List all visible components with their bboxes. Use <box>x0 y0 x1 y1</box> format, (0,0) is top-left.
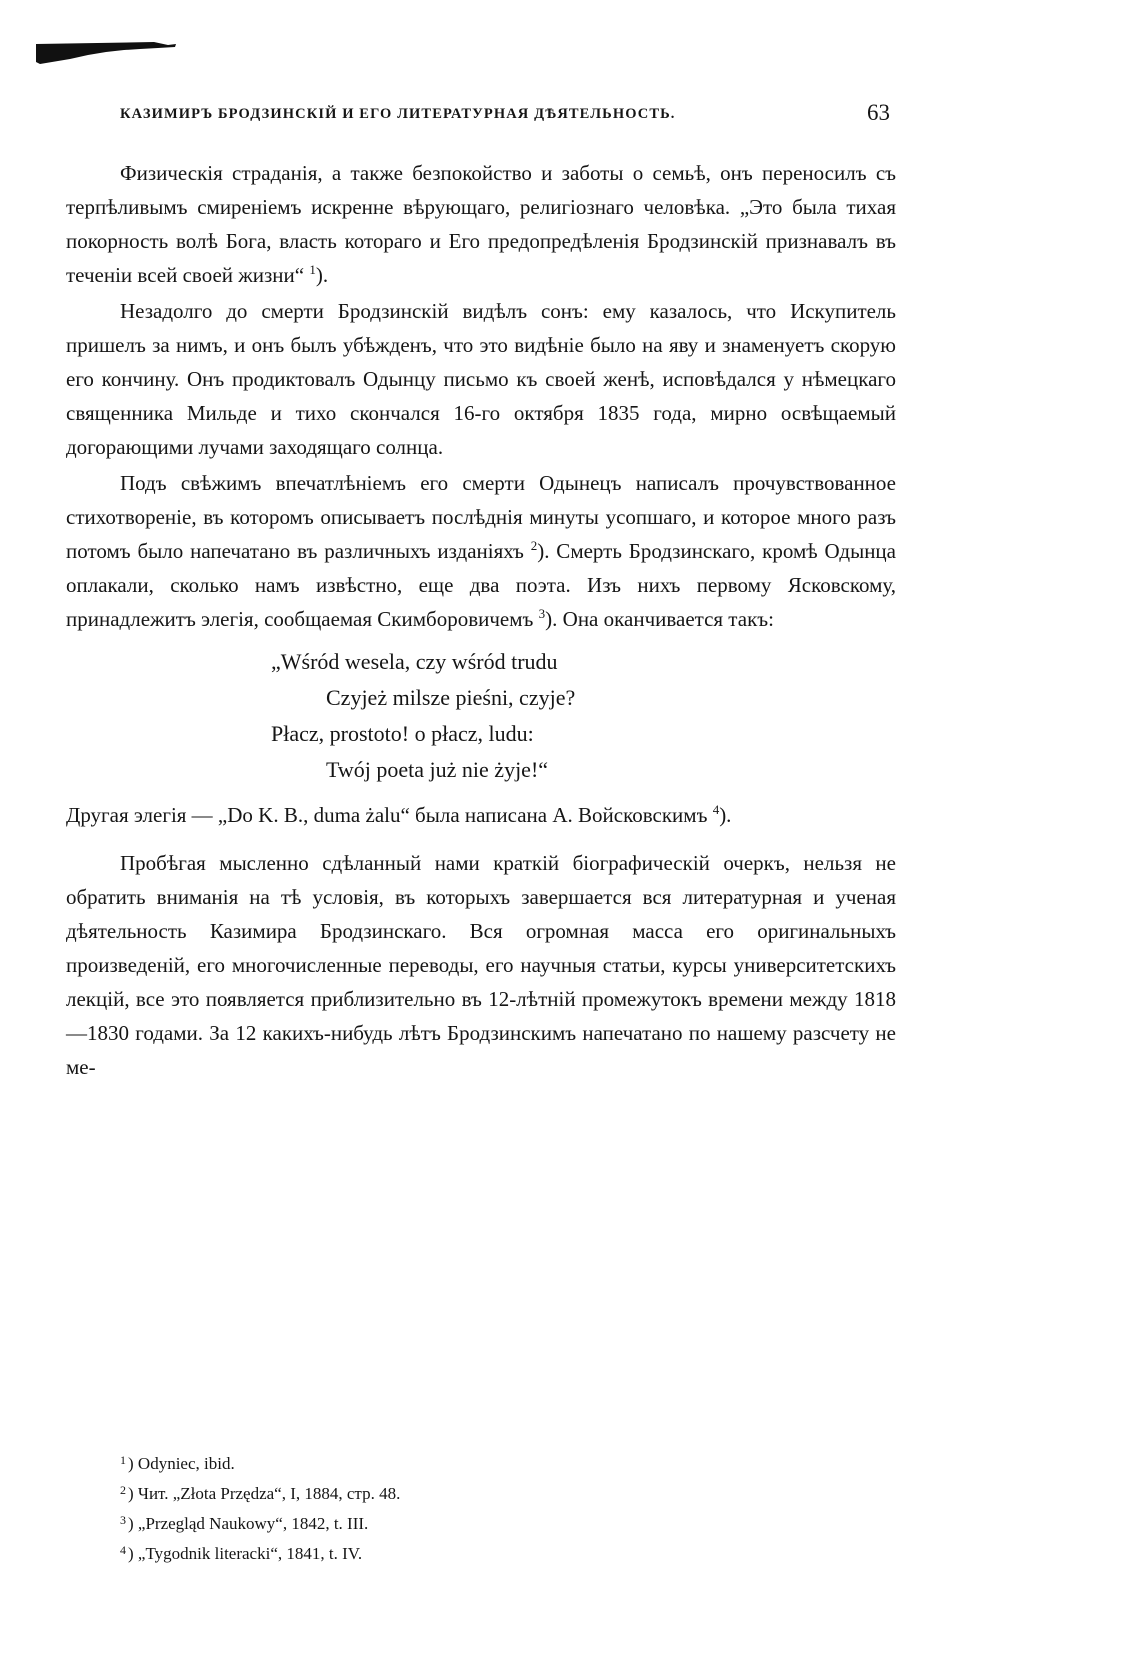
paragraph-5 <box>66 846 896 1084</box>
footnote-1-mark: 1 <box>120 1453 126 1467</box>
verse-quote <box>66 644 896 788</box>
paragraph-2-text: Незадолго до смерти Бродзинскій видѣлъ сонъ: ему казалось, что Искупитель пришелъ за нимъ, и онъ былъ убѣжденъ, что это видѣніе было на яву и знаменуетъ скорую его кончину. Онъ продиктовалъ Одынцу письмо къ своей женѣ, исповѣдался у нѣмецкаго священника Мильде и тихо скончался 16-го октября 1835 года, мирно освѣщаемый догорающими лучами заходящаго солнца. <box>66 299 896 459</box>
paragraph-5-text: Пробѣгая мысленно сдѣланный нами краткій біографическій очеркъ, нельзя не обратить вниманія на тѣ условія, въ которыхъ завершается вся литературная и ученая дѣятельность Казимира Бродзинскаго. Вся огромная масса его оригинальныхъ произведеній, его многочисленные переводы, его научныя статьи, курсы университетскихъ лекцій, все это появляется приблизительно въ 12-лѣтній промежутокъ времени между 1818—1830 годами. За 12 какихъ-нибудь лѣтъ Бродзинскимъ напечатано по нашему разсчету не ме- <box>66 851 896 1079</box>
footnote-4-text: ) „Tygodnik literacki“, 1841, t. IV. <box>128 1544 363 1563</box>
paragraph-3-text-a: Подъ свѣжимъ впечатлѣніемъ его смерти Одынецъ написалъ прочувствованное стихотвореніе, въ которомъ описываетъ послѣднія минуты усопшаго, и которое много разъ потомъ было напечатано въ различныхъ изданіяхъ <box>66 471 896 563</box>
paragraph-3-text-c: ). Она оканчивается такъ: <box>545 607 774 631</box>
footnote-ref-1: 1 <box>309 262 316 277</box>
verse-line-1: „Wśród wesela, czy wśród trudu <box>271 649 558 674</box>
ink-smudge-mark <box>36 42 176 64</box>
paragraph-3 <box>66 466 896 636</box>
running-head: КАЗИМИРЪ БРОДЗИНСКІЙ И ЕГО ЛИТЕРАТУРНАЯ ДѢЯТЕЛЬНОСТЬ. <box>120 106 676 122</box>
page-number: 63 <box>867 100 890 125</box>
page-header <box>120 100 890 132</box>
verse-line-2: Czyjeż milsze pieśni, czyje? <box>326 685 576 710</box>
verse-line-3: Płacz, prostoto! o płacz, ludu: <box>271 721 534 746</box>
footnote-2-mark: 2 <box>120 1483 126 1497</box>
paragraph-4-tail: ). <box>719 803 732 827</box>
body-text <box>66 156 896 1086</box>
footnotes <box>120 1447 820 1567</box>
paragraph-1-tail: ). <box>315 263 329 287</box>
paragraph-2 <box>66 294 896 464</box>
verse-line-4: Twój poeta już nie żyje!“ <box>326 757 549 782</box>
footnote-2 <box>120 1477 820 1507</box>
footnote-1-text: ) Odyniec, ibid. <box>128 1454 235 1473</box>
footnote-ref-3: 3 <box>538 606 546 621</box>
footnote-3 <box>120 1507 820 1537</box>
footnote-4-mark: 4 <box>120 1543 126 1557</box>
paragraph-1-text: Физическія страданія, а также безпокойство и заботы о семьѣ, онъ переносилъ съ терпѣливымъ смиреніемъ искренне вѣрующаго, религіознаго человѣка. „Это была тихая покорность волѣ Бога, власть котораго и Его предопредѣленія Бродзинскій признавалъ въ теченіи всей своей жизни“ <box>66 161 896 287</box>
paragraph-1 <box>66 156 896 292</box>
footnote-4 <box>120 1537 820 1567</box>
footnote-ref-2: 2 <box>530 538 538 553</box>
paragraph-4-text: Другая элегія — „Do K. B., duma żalu“ была написана А. Войсковскимъ <box>66 803 708 827</box>
paragraph-4 <box>66 798 896 832</box>
paragraph-3-text-b: ). Смерть Бродзинскаго, кромѣ Одынца оплакали, сколько намъ извѣстно, еще два поэта. Изъ нихъ первому Ясковскому, принадлежитъ элегія, сообщаемая Скимборовичемъ <box>66 539 896 631</box>
footnote-3-text: ) „Przegląd Naukowy“, 1842, t. III. <box>128 1514 369 1533</box>
footnote-2-text: ) Чит. „Złota Przędza“, I, 1884, стр. 48. <box>128 1484 401 1503</box>
footnote-1 <box>120 1447 820 1477</box>
footnote-3-mark: 3 <box>120 1513 126 1527</box>
footnote-ref-4: 4 <box>712 802 720 817</box>
